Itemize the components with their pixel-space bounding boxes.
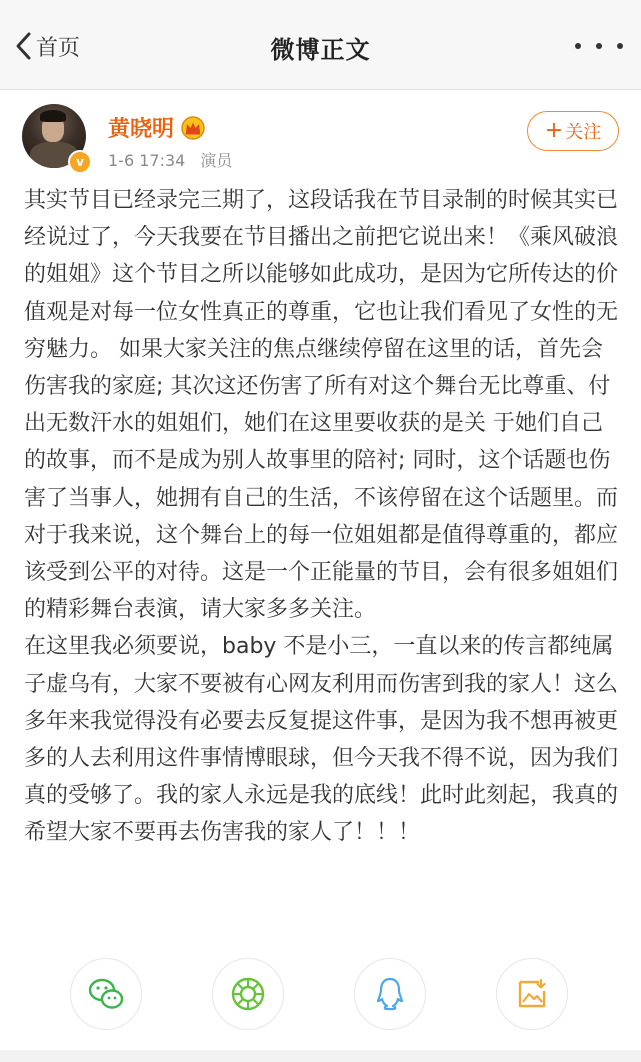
qq-icon <box>375 976 405 1012</box>
more-dot-icon <box>575 43 581 49</box>
post-paragraph: 在这里我必须要说，baby 不是小三，一直以来的传言都纯属子虚乌有，大家不要被有心网友利用而伤害到我的家人！这么多年来我觉得没有必要去反复提这件事，是因为我不想再被更多的人去利用这件事情博眼球，但今天我不得不说，因为我们真的受够了。我的家人永远是我的底线！此时此刻起，我真的希望大家不要再去伤害我的家人了！！！ <box>24 634 619 846</box>
follow-button[interactable] <box>527 111 619 151</box>
back-label: 首页 <box>36 35 81 61</box>
post-source: 演员 <box>200 151 233 170</box>
avatar-figure-hair <box>40 110 66 122</box>
author-row <box>108 112 206 143</box>
post-body <box>24 182 620 852</box>
wechat-icon <box>87 977 125 1011</box>
post-header <box>0 90 641 184</box>
post-timestamp: 1-6 17:34 <box>108 151 186 170</box>
bottom-divider <box>0 1050 641 1062</box>
plus-icon: + <box>544 118 564 143</box>
author-name[interactable]: 黄晓明 <box>108 117 175 142</box>
share-bar <box>0 952 641 1042</box>
save-image-button[interactable] <box>496 958 568 1030</box>
wechat-moments-icon <box>230 976 266 1012</box>
post-paragraph: 其实节目已经录完三期了，这段话我在节目录制的时候其实已经说过了，今天我要在节目播出之前把它说出来！《乘风破浪的姐姐》这个节目之所以能够如此成功，是因为它所传达的价值观是对每一位女性真正的尊重，它也让我们看见了女性的无穷魅力。 如果大家关注的焦点继续停留在这里的话，首先会伤害我的家庭; 其次这还伤害了所有对这个舞台无比尊重、付出无数汗水的姐姐们，她们在这里要收获的是关 于她们自己的故事，而不是成为别人故事里的陪衬; 同时，这个话题也伤害了当事人，她拥有自己的生活，不该停留在这个话题里。而对于我来说，这个舞台上的每一位姐姐都是值得尊重的，都应该受到公平的对待。这是一个正能量的节目，会有很多姐姐们的精彩舞台表演，请大家多多关注。 <box>24 188 619 623</box>
more-options-button[interactable] <box>575 36 623 56</box>
more-dot-icon <box>596 43 602 49</box>
share-qq-button[interactable] <box>354 958 426 1030</box>
share-moments-button[interactable] <box>212 958 284 1030</box>
more-dot-icon <box>617 43 623 49</box>
share-wechat-button[interactable] <box>70 958 142 1030</box>
save-image-icon <box>515 977 549 1011</box>
post-meta <box>108 148 232 171</box>
follow-label: 关注 <box>565 122 602 143</box>
top-navigation-bar <box>0 0 641 90</box>
page-title: 微博正文 <box>270 36 371 64</box>
vip-crown-icon <box>180 116 206 140</box>
avatar[interactable] <box>22 104 86 168</box>
verified-badge-icon: v <box>68 150 92 174</box>
